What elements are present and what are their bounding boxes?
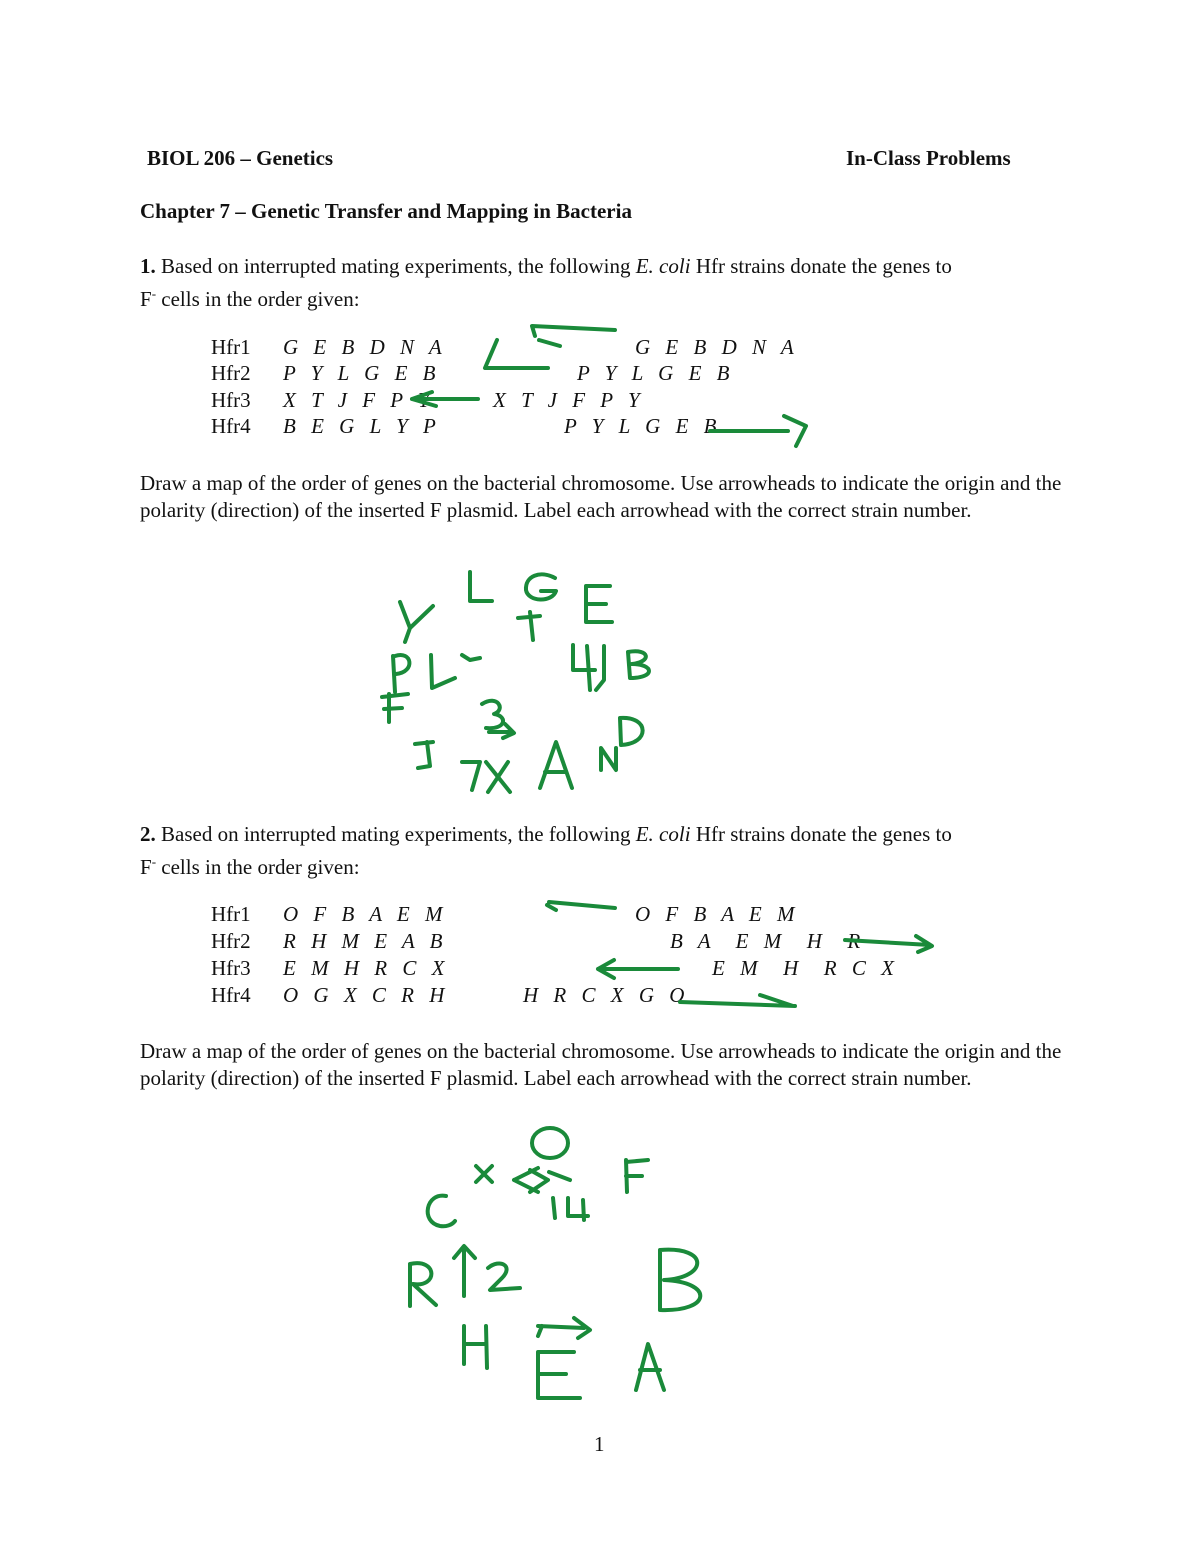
strain-label: Hfr3 [211, 956, 251, 980]
problem-number: 1. [140, 254, 156, 278]
arrow-hfr1 [485, 340, 548, 368]
map-letter-h [464, 1326, 487, 1368]
arrow-hfr1 [547, 902, 615, 910]
arrow-hfr3 [598, 960, 678, 978]
map-letter-c [428, 1196, 455, 1227]
strain-label: Hfr2 [211, 929, 251, 953]
arrow-hfr1 [539, 340, 560, 346]
map-letter-b [660, 1250, 700, 1310]
map-letter-y [400, 602, 433, 642]
problem-2-intro: 2. Based on interrupted mating experiments, the following E. coli Hfr strains donate the genes to F- cells in the order given: [140, 822, 952, 879]
document-type: In-Class Problems [846, 146, 1011, 170]
organism-name: E. coli [635, 822, 691, 846]
map-letter-n [601, 748, 616, 770]
strain-label: Hfr4 [211, 983, 251, 1007]
map-letter-o [532, 1128, 568, 1158]
map-letter-a [540, 742, 572, 788]
gene-map-2 [410, 1128, 700, 1398]
aligned-gene-order: P Y L G E B [564, 414, 722, 438]
gene-map-1 [382, 572, 649, 792]
arrow-hfr1 [532, 326, 615, 336]
map-letter-x [476, 1166, 492, 1182]
aligned-gene-order: E M H R C X [712, 956, 899, 980]
strain-label: Hfr3 [211, 388, 251, 412]
map-letter-l [470, 572, 492, 601]
aligned-gene-order: P Y L G E B [577, 361, 735, 385]
strain-label: Hfr1 [211, 335, 251, 359]
gene-order: P Y L G E B [283, 361, 441, 385]
map-letter-b [628, 651, 649, 678]
map-letter-d [620, 718, 643, 745]
map-letter-r [410, 1263, 436, 1306]
gene-order: X T J F P Y [283, 388, 435, 412]
aligned-gene-order: G E B D N A [635, 335, 799, 359]
problem-1-instructions: Draw a map of the order of genes on the bacterial chromosome. Use arrowheads to indicate the origin and the polarity (direction) of the inserted F plasmid. Label each arrowhead with the correct strain number. [140, 471, 1062, 522]
map-arrow-down [538, 1318, 590, 1338]
map-letter-e [586, 586, 612, 622]
page-number: 1 [594, 1432, 605, 1456]
problem-2-instructions: Draw a map of the order of genes on the bacterial chromosome. Use arrowheads to indicate the origin and the polarity (direction) of the inserted F plasmid. Label each arrowhead with the correct strain number. [140, 1039, 1062, 1090]
gene-order: R H M E A B [283, 929, 448, 953]
chapter-title: Chapter 7 – Genetic Transfer and Mapping in Bacteria [140, 199, 632, 223]
map-letter-f [626, 1160, 648, 1192]
aligned-gene-order: B A E M H R [670, 929, 866, 953]
arrow-hfr4 [680, 995, 795, 1006]
problem-number: 2. [140, 822, 156, 846]
map-digit-7 [462, 762, 480, 790]
map-letter-f [382, 694, 408, 722]
strain-label: Hfr1 [211, 902, 251, 926]
strain-label: Hfr4 [211, 414, 251, 438]
organism-name: E. coli [635, 254, 691, 278]
gene-order: O G X C R H [283, 983, 450, 1007]
map-strain-3 [482, 701, 514, 738]
map-letter-p [393, 655, 409, 692]
gene-order: E M H R C X [283, 956, 450, 980]
map-letter-e [538, 1352, 580, 1398]
map-letter-j [415, 742, 433, 768]
course-title: BIOL 206 – Genetics [147, 146, 334, 170]
map-strain-1 [518, 612, 540, 640]
problem-1-intro: 1. Based on interrupted mating experiments, the following E. coli Hfr strains donate the genes to F- cells in the order given: [140, 254, 952, 311]
map-strain-1-4 [514, 1168, 588, 1220]
aligned-gene-order: O F B A E M [635, 902, 800, 926]
map-letter-x [486, 762, 510, 792]
map-letter-p2 [431, 655, 480, 688]
map-strain-4 [573, 645, 604, 690]
aligned-gene-order: X T J F P Y [493, 388, 645, 412]
arrow-hfr4 [710, 416, 806, 446]
gene-order: O F B A E M [283, 902, 448, 926]
map-letter-g [526, 574, 556, 599]
gene-order: B E G L Y P [283, 414, 441, 438]
aligned-gene-order: H R C X G O [523, 983, 690, 1007]
map-letter-a [636, 1344, 664, 1390]
strain-label: Hfr2 [211, 361, 251, 385]
map-strain-2 [454, 1246, 520, 1296]
gene-order: G E B D N A [283, 335, 447, 359]
